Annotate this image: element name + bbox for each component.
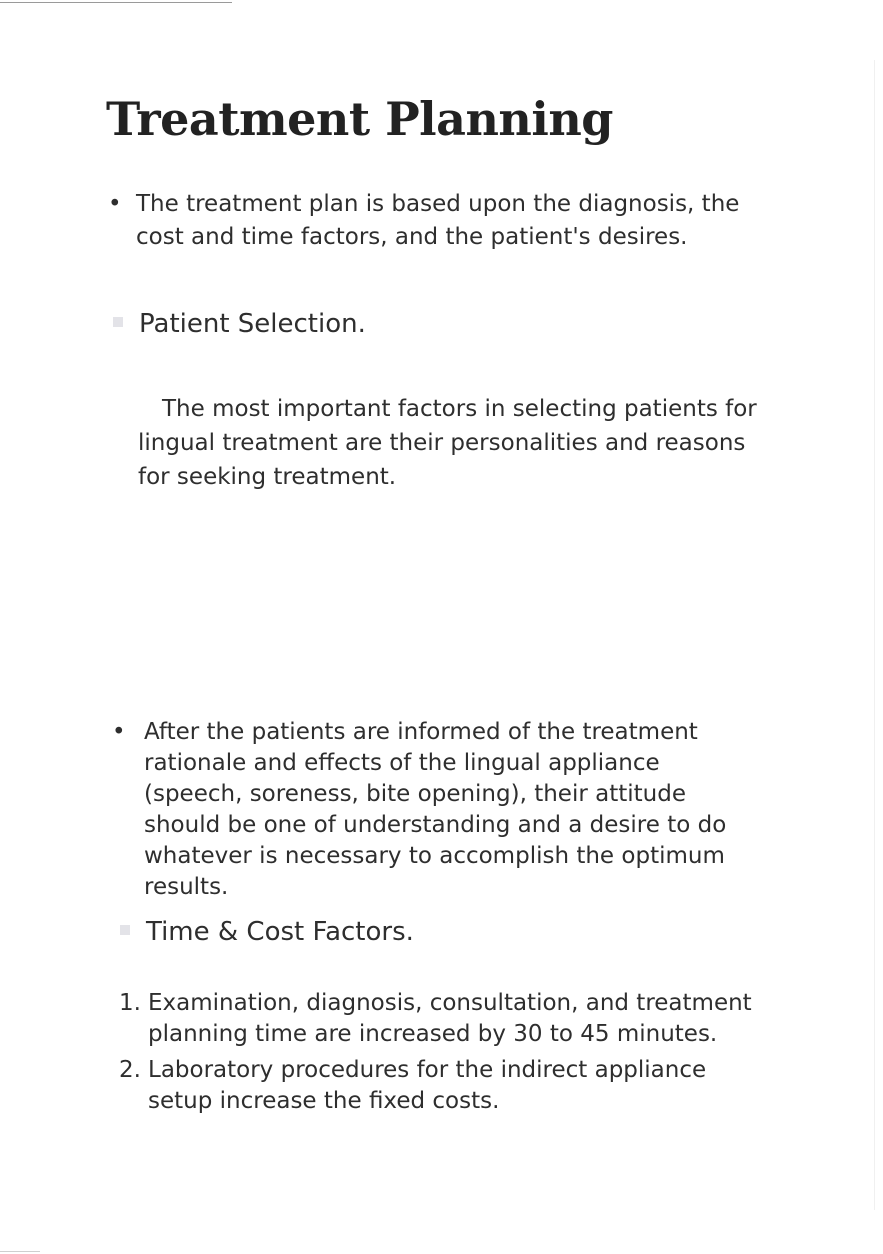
intro-bullet-text: The treatment plan is based upon the diagnosis, the cost and time factors, and the patient's desires. bbox=[136, 191, 740, 250]
list-item bbox=[119, 1055, 759, 1117]
section-heading-time-cost bbox=[120, 917, 414, 947]
section-marker-icon bbox=[120, 925, 130, 935]
scan-right-edge bbox=[874, 60, 875, 1210]
patient-selection-heading: Patient Selection. bbox=[139, 309, 366, 339]
list-item-text: Examination, diagnosis, consultation, and treatment planning time are increased by 30 to 45 minutes. bbox=[148, 990, 752, 1047]
time-cost-list bbox=[119, 988, 759, 1122]
scan-top-rule bbox=[0, 2, 232, 3]
list-item bbox=[119, 988, 759, 1050]
scan-bottom-rule bbox=[0, 1251, 40, 1252]
patient-attitude-bullet bbox=[112, 717, 762, 903]
bullet-icon: • bbox=[108, 191, 122, 217]
patient-selection-paragraph: The most important factors in selecting patients for lingual treatment are their personalities and reasons for seeking treatment. bbox=[138, 396, 757, 490]
time-cost-heading: Time & Cost Factors. bbox=[146, 917, 414, 947]
list-item-text: Laboratory procedures for the indirect appliance setup increase the fixed costs. bbox=[148, 1057, 707, 1114]
section-marker-icon bbox=[113, 317, 123, 327]
page-title: Treatment Planning bbox=[106, 92, 613, 146]
patient-attitude-text: After the patients are informed of the treatment rationale and effects of the lingual appliance (speech, soreness, bite opening), their attitude should be one of understanding and a desire to do whatever is necessary to accomplish the optimum results. bbox=[144, 719, 727, 900]
list-item-number: 1. bbox=[119, 990, 141, 1016]
bullet-icon: • bbox=[112, 719, 126, 745]
list-item-number: 2. bbox=[119, 1057, 141, 1083]
intro-bullet bbox=[108, 188, 748, 254]
section-heading-patient-selection bbox=[113, 309, 366, 339]
